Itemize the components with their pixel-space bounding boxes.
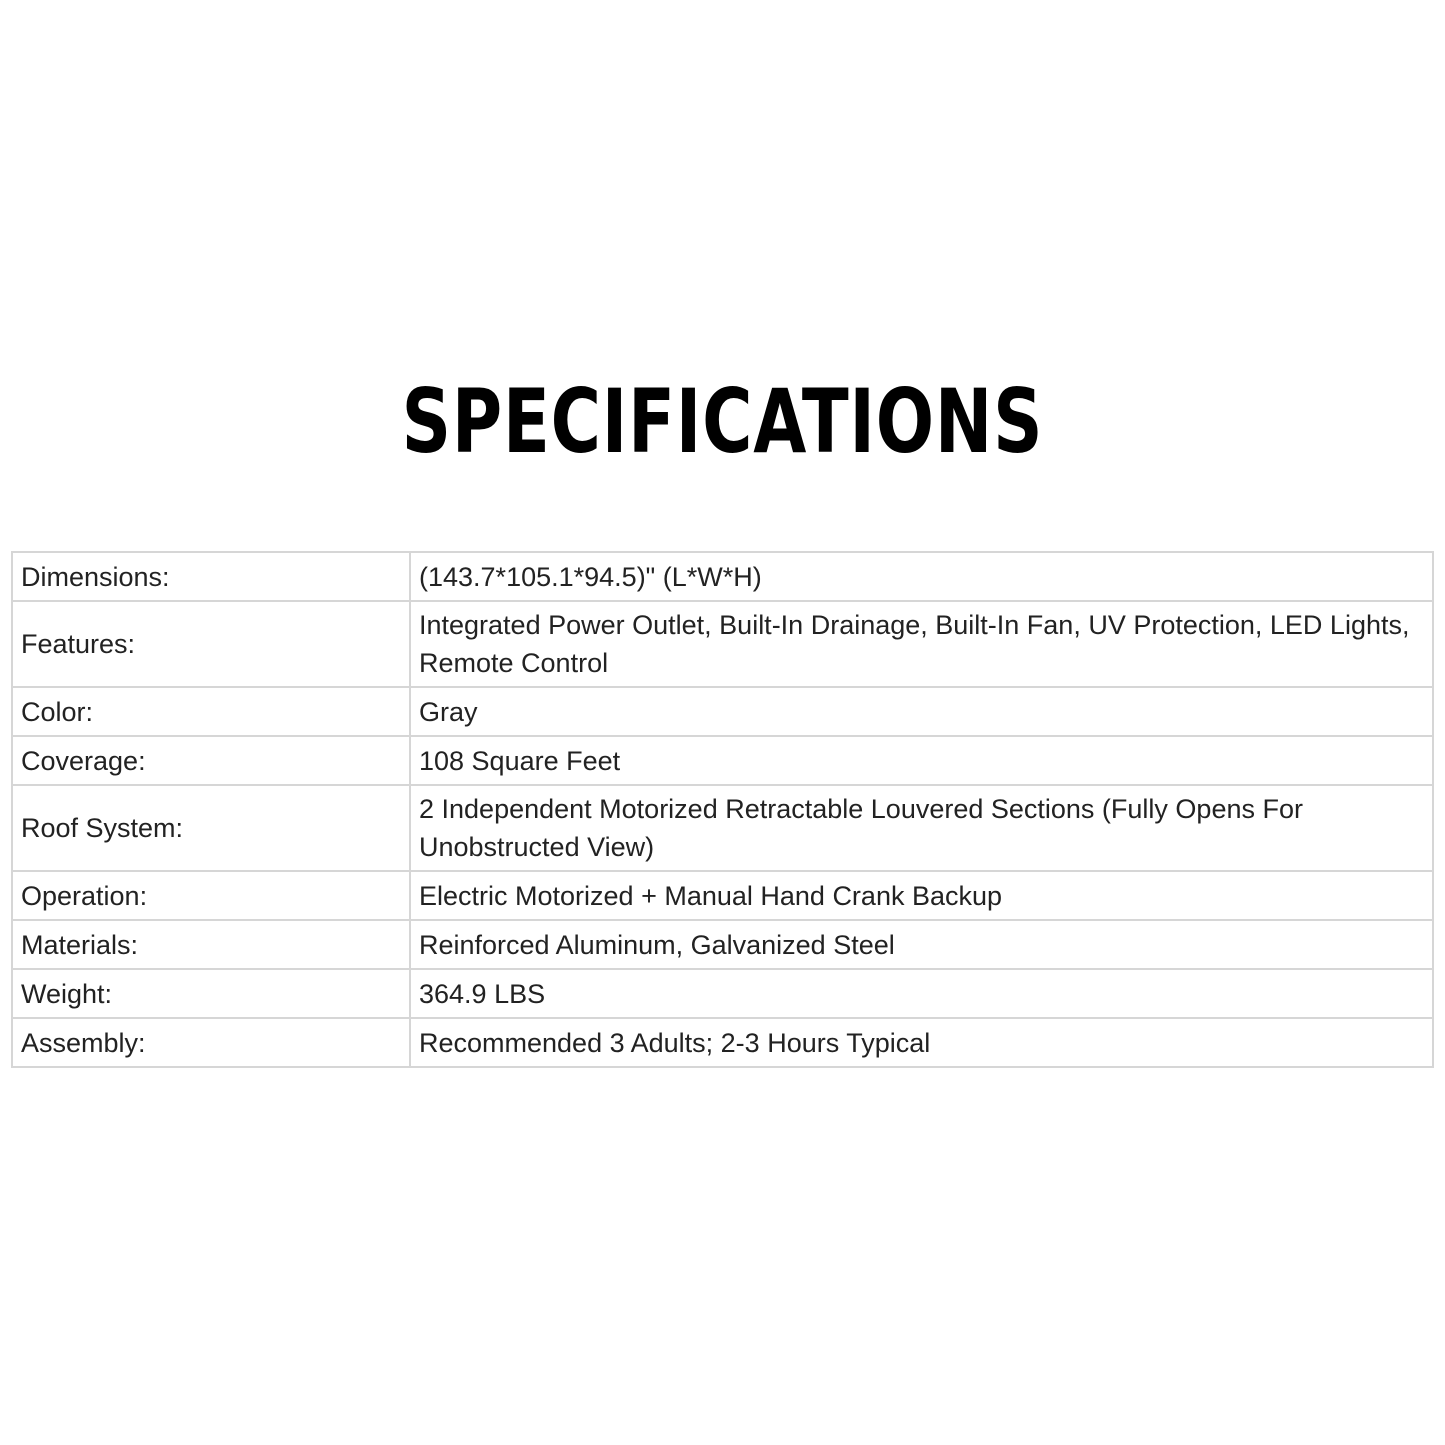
specifications-table [11,551,1434,1068]
spec-value-materials: Reinforced Aluminum, Galvanized Steel [410,920,1433,969]
table-row [12,871,1433,920]
spec-value-weight: 364.9 LBS [410,969,1433,1018]
spec-value-operation: Electric Motorized + Manual Hand Crank Backup [410,871,1433,920]
spec-label-features: Features: [12,601,410,687]
table-row [12,920,1433,969]
spec-label-coverage: Coverage: [12,736,410,785]
spec-label-weight: Weight: [12,969,410,1018]
spec-value-roof-system: 2 Independent Motorized Retractable Louvered Sections (Fully Opens For Unobstructed View) [410,785,1433,871]
table-row [12,1018,1433,1067]
spec-value-assembly: Recommended 3 Adults; 2-3 Hours Typical [410,1018,1433,1067]
table-row [12,601,1433,687]
spec-label-dimensions: Dimensions: [12,552,410,601]
page-title: SPECIFICATIONS [401,370,1044,473]
spec-label-assembly: Assembly: [12,1018,410,1067]
table-row [12,552,1433,601]
table-row [12,736,1433,785]
spec-value-dimensions: (143.7*105.1*94.5)" (L*W*H) [410,552,1433,601]
spec-value-color: Gray [410,687,1433,736]
table-row [12,785,1433,871]
table-row [12,687,1433,736]
spec-label-operation: Operation: [12,871,410,920]
spec-label-materials: Materials: [12,920,410,969]
spec-label-roof-system: Roof System: [12,785,410,871]
spec-label-color: Color: [12,687,410,736]
spec-value-coverage: 108 Square Feet [410,736,1433,785]
table-row [12,969,1433,1018]
spec-value-features: Integrated Power Outlet, Built-In Drainage, Built-In Fan, UV Protection, LED Lights, Remote Control [410,601,1433,687]
